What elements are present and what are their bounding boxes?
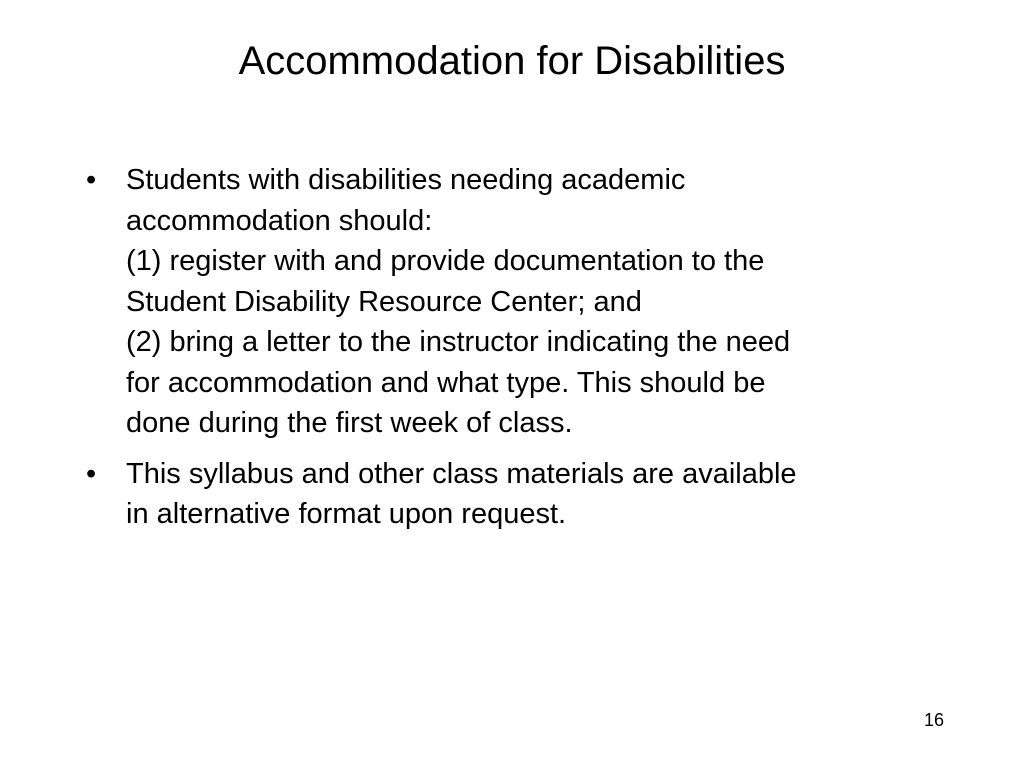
bullet-item-accommodation-steps bbox=[82, 160, 942, 444]
slide-title: Accommodation for Disabilities bbox=[238, 39, 786, 83]
page-number: 16 bbox=[923, 710, 944, 730]
bullet-marker-icon: • bbox=[86, 457, 97, 490]
bullet-line: in alternative format upon request. bbox=[126, 498, 567, 530]
bullet-line: (1) register with and provide documentation to the bbox=[126, 245, 765, 277]
bullet-line: done during the first week of class. bbox=[126, 407, 573, 439]
bullet-item-alternative-format bbox=[82, 454, 942, 535]
bullet-line: accommodation should: bbox=[126, 204, 433, 237]
bullet-list bbox=[82, 160, 942, 545]
bullet-line: Student Disability Resource Center; and bbox=[126, 285, 642, 318]
bullet-line: (2) bring a letter to the instructor indicating the need bbox=[126, 326, 791, 358]
bullet-line: This syllabus and other class materials are available bbox=[126, 457, 797, 490]
bullet-marker-icon: • bbox=[86, 164, 97, 196]
bullet-line: Students with disabilities needing academic bbox=[126, 164, 686, 196]
bullet-line: for accommodation and what type. This should be bbox=[126, 366, 766, 399]
